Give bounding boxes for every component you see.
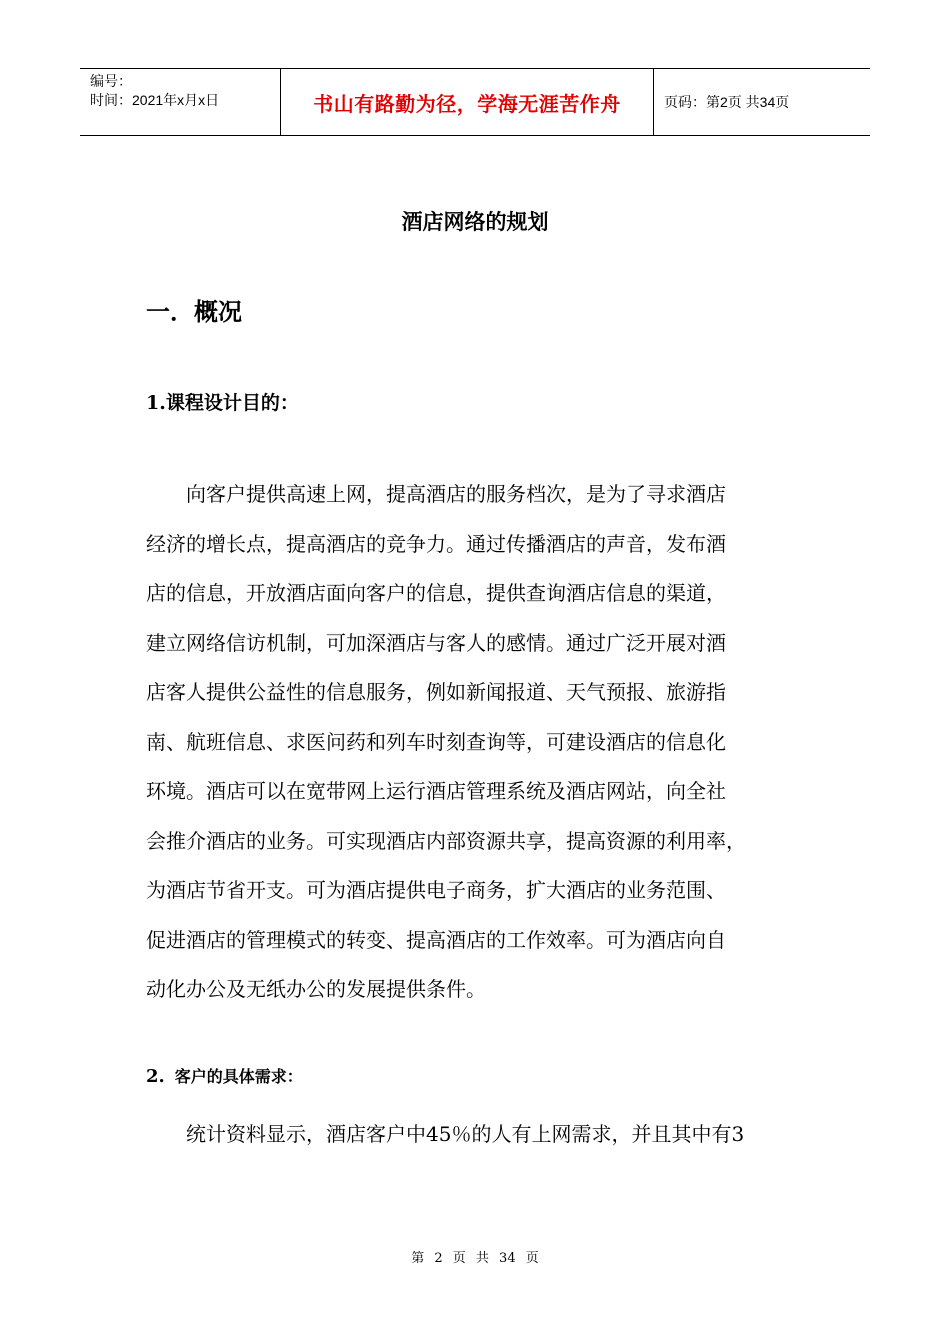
subsection-heading-purpose: 1.课程设计目的：	[146, 392, 299, 414]
page-header	[80, 68, 870, 136]
document-number-label: 编号：	[90, 73, 132, 89]
paragraph-line: 会推介酒店的业务。可实现酒店内部资源共享，提高资源的利用率，	[146, 828, 746, 853]
header-page-info: 页码：第2页 共34页	[664, 94, 790, 110]
subsection-heading-text: 客户的具体需求：	[174, 1067, 303, 1086]
header-meta-cell	[80, 69, 281, 135]
paragraph-line: 店的信息，开放酒店面向客户的信息，提供查询酒店信息的渠道，	[146, 581, 726, 605]
paragraph-line: 建立网络信访机制，可加深酒店与客人的感情。通过广泛开展对酒	[146, 630, 726, 655]
paragraph-line: 向客户提供高速上网，提高酒店的服务档次，是为了寻求酒店	[186, 482, 726, 506]
header-motto-cell	[281, 69, 654, 135]
subsection-heading-requirements	[146, 1064, 303, 1087]
paragraph-line: 店客人提供公益性的信息服务，例如新闻报道、天气预报、旅游指	[146, 680, 726, 704]
paragraph-line: 经济的增长点，提高酒店的竞争力。通过传播酒店的声音，发布酒	[146, 531, 726, 556]
header-motto: 书山有路勤为径，学海无涯苦作舟	[313, 91, 621, 116]
header-page-cell	[654, 69, 870, 135]
paragraph-line: 环境。酒店可以在宽带网上运行酒店管理系统及酒店网站，向全社	[146, 779, 726, 803]
paragraph-line: 为酒店节省开支。可为酒店提供电子商务，扩大酒店的业务范围、	[146, 878, 726, 902]
purpose-paragraph	[146, 470, 811, 1015]
requirements-paragraph: 统计资料显示，酒店客户中45％的人有上网需求，并且其中有3	[186, 1122, 745, 1146]
paragraph-line: 促进酒店的管理模式的转变、提高酒店的工作效率。可为酒店向自	[146, 927, 726, 952]
page-footer: 第 2 页 共 34 页	[411, 1251, 539, 1266]
section-heading-overview: 一．概况	[146, 298, 242, 326]
document-title: 酒店网络的规划	[401, 210, 549, 234]
document-date: 时间：2021年x月x日	[90, 92, 220, 108]
paragraph-line: 动化办公及无纸办公的发展提供条件。	[146, 977, 486, 1001]
subsection-number: 2.	[146, 1066, 165, 1087]
paragraph-line: 南、航班信息、求医问药和列车时刻查询等，可建设酒店的信息化	[146, 729, 726, 754]
